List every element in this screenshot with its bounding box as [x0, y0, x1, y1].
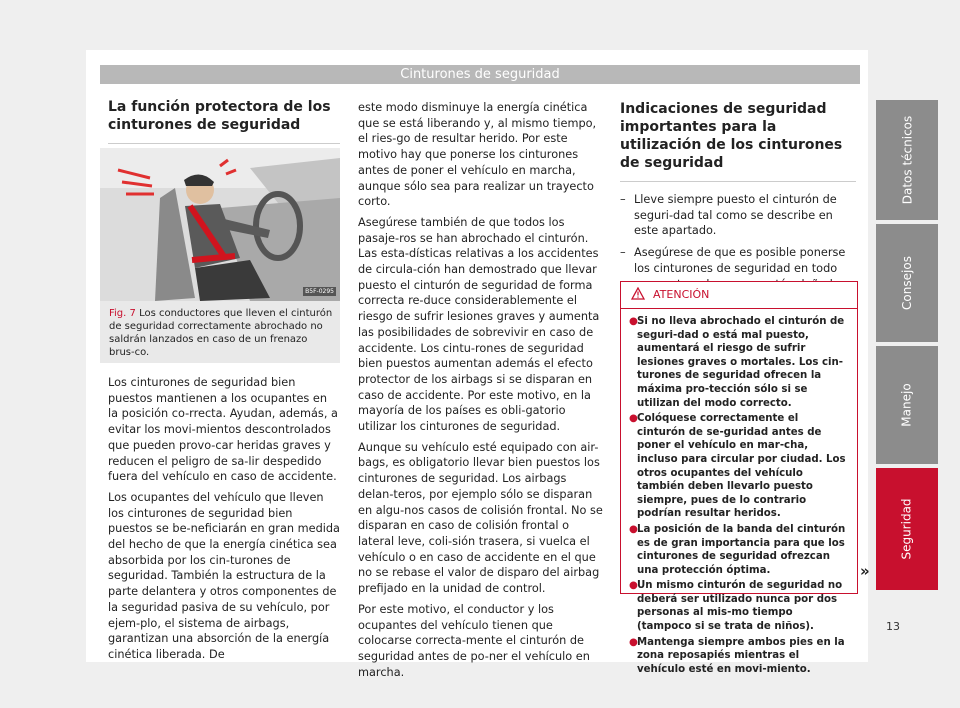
dash-marker: – [620, 193, 626, 206]
bullet-dot: ● [629, 316, 638, 327]
right-column [620, 100, 856, 298]
safety-list [620, 192, 856, 292]
side-tab-label: Consejos [899, 256, 914, 310]
left-column-body [108, 375, 340, 668]
figure-caption [109, 307, 335, 359]
warning-triangle-icon [631, 287, 645, 300]
bullet-dot: ● [629, 523, 638, 535]
side-tab-datos-tecnicos[interactable] [876, 100, 938, 220]
section-title: La función protectora de los cinturones de seguridad [108, 99, 331, 133]
side-tab-label: Manejo [900, 383, 914, 427]
warning-item-text: Si no lleva abrochado el cinturón de seguri-dad o está mal puesto, aumentará el riesgo de sufrir lesiones graves o mortales. Los cin-turones de seguridad ofrecen la máxima pro-tección sólo si se utilizan del modo correcto. [637, 316, 845, 409]
warning-item [629, 636, 849, 677]
paragraph: Por este motivo, el conductor y los ocupantes del vehículo tienen que colocarse correcta-mente el cinturón de seguridad antes de po-ner el vehículo en marcha. [358, 602, 590, 679]
warning-item [629, 412, 849, 521]
warning-item [629, 315, 849, 410]
side-tab-label: Datos técnicos [900, 115, 914, 205]
side-tab-consejos[interactable] [876, 224, 938, 342]
warning-label: ATENCIÓN [653, 288, 710, 301]
warning-item-text: Mantenga siempre ambos pies en la zona reposapiés mientras el vehículo esté en movi-miento. [637, 636, 845, 675]
warning-item-text: La posición de la banda del cinturón es de gran importancia para que los cinturones de seguridad ofrezcan una protección óptima. [637, 523, 846, 576]
dash-marker: – [620, 246, 626, 260]
figure-number: Fig. 7 [109, 308, 136, 319]
paragraph: Aunque su vehículo esté equipado con air-bags, es obligatorio llevar bien puestos los cinturones de seguridad. Los airbags delan-teros, por ejemplo sólo se disparan en algu-nos casos de colisión frontal. No se disparan en caso de colisión frontal o lateral leve, coli-sión trasera, si vuelca el vehículo o en caso de accidente en el que no se rebase el valor de disparo del airbag prefijado en la unidad de control. [358, 440, 603, 596]
warning-item-text: Colóquese correctamente el cinturón de se-guridad antes de poner el vehículo en mar-cha, incluso para circular por ciudad. Los otros ocupantes del vehículo también deben llevarlo puesto siempre, pues de lo contrario podrían resultar heridos. [637, 413, 846, 520]
list-item-text: Lleve siempre puesto el cinturón de seguri-dad tal como se describe en este apartado. [634, 193, 837, 238]
figure-code: B5F-0295 [305, 288, 334, 295]
bullet-dot: ● [629, 580, 638, 592]
list-item-text: Asegúrese de que es posible ponerse los cinturones de seguridad en todo [634, 246, 846, 275]
warning-header [621, 282, 857, 309]
warning-item [629, 579, 849, 633]
paragraph: Los cinturones de seguridad bien puestos mantienen a los ocupantes en la posición co-rrecta. Ayudan, además, a evitar los movi-mientos descontrolados que pueden provo-car heridas graves y reducen el peligro de sa-lir despedido fuera del vehículo en caso de accidente. [108, 376, 338, 484]
middle-column [358, 100, 604, 685]
side-tab-manejo[interactable] [876, 346, 938, 464]
figure-caption-text: Los conductores que lleven el cinturón de seguridad correctamente abrochado no saldrán lanzados en caso de un frenazo brus-co. [109, 308, 333, 358]
page-header: Cinturones de seguridad [100, 65, 860, 84]
warning-item-text: Un mismo cinturón de seguridad no deberá ser utilizado nunca por dos personas al mis-mo tiempo (tampoco si se trata de niños). [637, 580, 843, 633]
continue-arrow-icon: » [860, 562, 870, 580]
title-divider [108, 143, 340, 144]
left-column-header [108, 98, 340, 144]
page-number: 13 [886, 620, 900, 633]
paragraph: este modo disminuye la energía cinética que se está liberando y, al mismo tiempo, el ries-go de resultar herido. Por este motivo hay que ponerse los cinturones antes de poner el vehículo en marcha, aunque sólo sea para realizar un trayecto corto. [358, 101, 597, 209]
driver-seatbelt-illustration [100, 148, 340, 301]
list-item [620, 192, 856, 239]
warning-item [629, 523, 849, 577]
paragraph: Asegúrese también de que todos los pasaje-ros se han abrochado el cinturón. Las esta-dísticas relativas a los accidentes de circula-ción han demostrado que llevar puesto el cinturón de seguridad de forma correcta re-duce considerablemente el riesgo de sufrir lesiones graves y aumenta las posibilidades de sobrevivir en caso de accidente. Los cintu-rones de seguridad bien puestos aumentan además el efecto protector de los airbags si se disparan en caso de accidente. Por este motivo, en la mayoría de los países es obli-gatorio utilizar los cinturones de seguridad. [358, 215, 600, 434]
bullet-dot: ● [629, 636, 638, 648]
bullet-dot: ● [629, 413, 638, 425]
warning-body [621, 309, 857, 676]
paragraph: Los ocupantes del vehículo que lleven los cinturones de seguridad bien puestos se be-neficiarán en gran medida del hecho de que la energía cinética sea absorbida por los cin-turones de seguridad. También la estructura de la parte delantera y otros componentes de la seguridad pasiva de su vehículo, por ejem-plo, el sistema de airbags, garantizan una absorción de la energía cinética liberada. De [108, 490, 340, 661]
warning-box [620, 281, 858, 675]
side-tab-seguridad[interactable] [876, 468, 938, 590]
safety-section-title: Indicaciones de seguridad importantes para la utilización de los cinturones de seguridad [620, 101, 843, 171]
figure-7 [100, 148, 340, 363]
title-divider [620, 181, 856, 182]
side-tab-label: Seguridad [899, 498, 914, 560]
